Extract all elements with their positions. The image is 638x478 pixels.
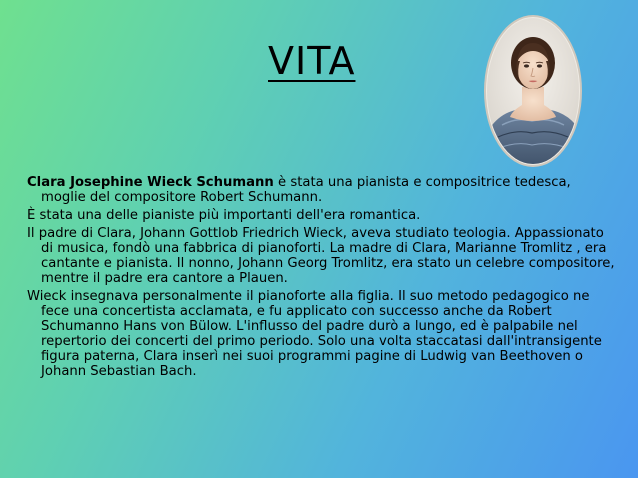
paragraph-4 [27, 289, 617, 379]
paragraph-4-text: Wieck insegnava personalmente il pianoforte alla figlia. Il suo metodo pedagogico ne fece una concertista acclamata, e fu applicato con successo anche da Robert Schumanno Hans von Bülow. L'influsso del padre durò a lungo, ed è palpabile nel repertorio dei concerti del primo periodo. Solo una volta staccatasi dall'intransigente figura paterna, Clara inserì nei suoi programmi pagine di Ludwig van Beethoven o Johann Sebastian Bach. [27, 289, 602, 379]
biography-text [27, 175, 617, 382]
slide-title: VITA [268, 39, 356, 83]
paragraph-2 [27, 208, 617, 223]
paragraph-1-text: è stata una pianista e compositrice tedesca, moglie del compositore Robert Schumann. [41, 175, 571, 205]
name-highlight: Clara Josephine Wieck Schumann [27, 175, 274, 190]
portrait-image [482, 13, 584, 169]
paragraph-2-text: È stata una delle pianiste più importanti dell'era romantica. [27, 208, 421, 223]
paragraph-3 [27, 226, 617, 286]
paragraph-3-text: Il padre di Clara, Johann Gottlob Friedrich Wieck, aveva studiato teologia. Appassionato di musica, fondò una fabbrica di pianoforti. La madre di Clara, Marianne Tromlitz , era cantante e pianista. Il nonno, Johann Georg Tromlitz, era stato un celebre compositore, mentre il padre era cantore a Plauen. [27, 226, 615, 286]
paragraph-1 [27, 175, 617, 205]
